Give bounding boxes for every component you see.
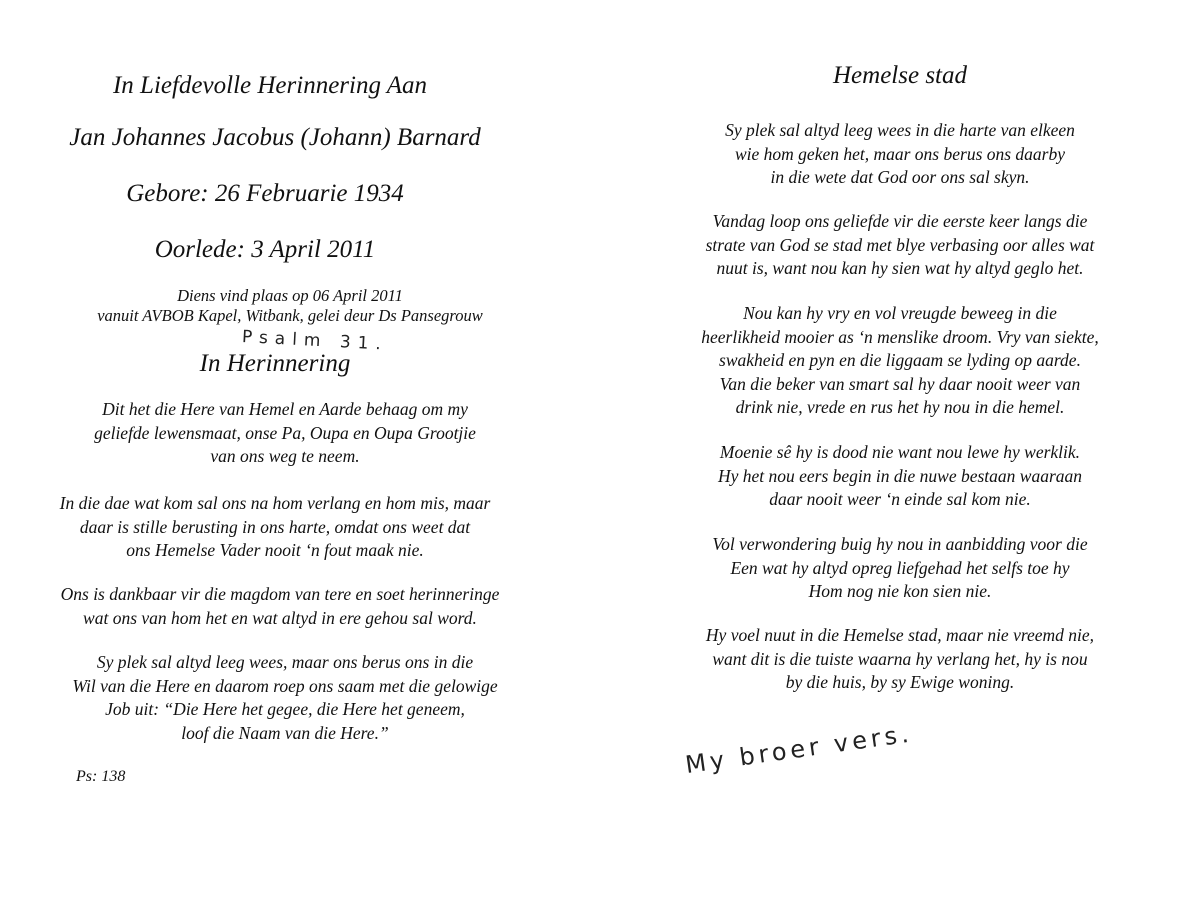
poem-paragraph-2: Vandag loop ons geliefde vir die eerste keer langs die strate van God se stad met blye verbasing oor alles wat nuut is, want nou kan hy sien wat hy altyd geglo het. <box>705 211 1095 278</box>
poem-paragraph-6: Hy voel nuut in die Hemelse stad, maar nie vreemd nie, want dit is die tuiste waarna hy verlang het, hy is nou by die huis, by sy Ewige woning. <box>705 625 1095 692</box>
memorial-heading: In Liefdevolle Herinnering Aan <box>112 72 428 99</box>
handwritten-psalm-text: Psalm 31. <box>241 327 389 355</box>
birth-date: Gebore: 26 Februarie 1934 <box>126 180 404 207</box>
poem-paragraph-3: Nou kan hy vry en vol vreugde beweeg in die heerlikheid mooier as ‘n menslike droom. Vry van siekte, swakheid en pyn en die liggaam se lyding op aarde. Van die beker van smart sal hy daar nooit weer van drink nie, vrede en rus het hy nou in die hemel. <box>701 303 1099 417</box>
deceased-name: Jan Johannes Jacobus (Johann) Barnard <box>69 124 481 151</box>
handwritten-signature-note <box>683 719 915 805</box>
memory-paragraph-2: In die dae wat kom sal ons na hom verlang en hom mis, maar daar is stille berusting in ons harte, omdat ons weet dat ons Hemelse Vader nooit ‘n fout maak nie. <box>59 493 491 560</box>
poem-paragraph-5: Vol verwondering buig hy nou in aanbidding voor die Een wat hy altyd opreg liefgehad het selfs toe hy Hom nog nie kon sien nie. <box>712 534 1088 601</box>
service-line-2: vanuit AVBOB Kapel, Witbank, gelei deur Ds Pansegrouw <box>97 306 483 325</box>
memory-paragraph-4: Sy plek sal altyd leeg wees, maar ons berus ons in die Wil van die Here en daarom roep ons saam met die gelowige Job uit: “Die Here het gegee, die Here het geneem, loof die Naam van die Here.” <box>72 652 498 743</box>
memory-paragraph-3: Ons is dankbaar vir die magdom van tere en soet herinneringe wat ons van hom het en wat altyd in ere gehou sal word. <box>60 584 500 628</box>
poem-title: Hemelse stad <box>833 62 967 89</box>
in-memory-heading: In Herinnering <box>199 350 351 377</box>
memory-paragraph-1: Dit het die Here van Hemel en Aarde behaag om my geliefde lewensmaat, onse Pa, Oupa en Oupa Grootjie van ons weg te neem. <box>94 399 476 466</box>
service-line-1: Diens vind plaas op 06 April 2011 <box>177 286 403 305</box>
death-date: Oorlede: 3 April 2011 <box>154 236 376 263</box>
right-page <box>600 0 1200 923</box>
handwritten-note-text: My broer vers. <box>683 719 915 780</box>
poem-paragraph-4: Moenie sê hy is dood nie want nou lewe hy werklik. Hy het nou eers begin in die nuwe bestaan waaraan daar nooit weer ‘n einde sal kom nie. <box>717 442 1083 509</box>
poem-paragraph-1: Sy plek sal altyd leeg wees in die harte van elkeen wie hom geken het, maar ons berus ons daarby in die wete dat God oor ons sal skyn. <box>725 120 1075 187</box>
psalm-reference: Ps: 138 <box>76 768 126 785</box>
